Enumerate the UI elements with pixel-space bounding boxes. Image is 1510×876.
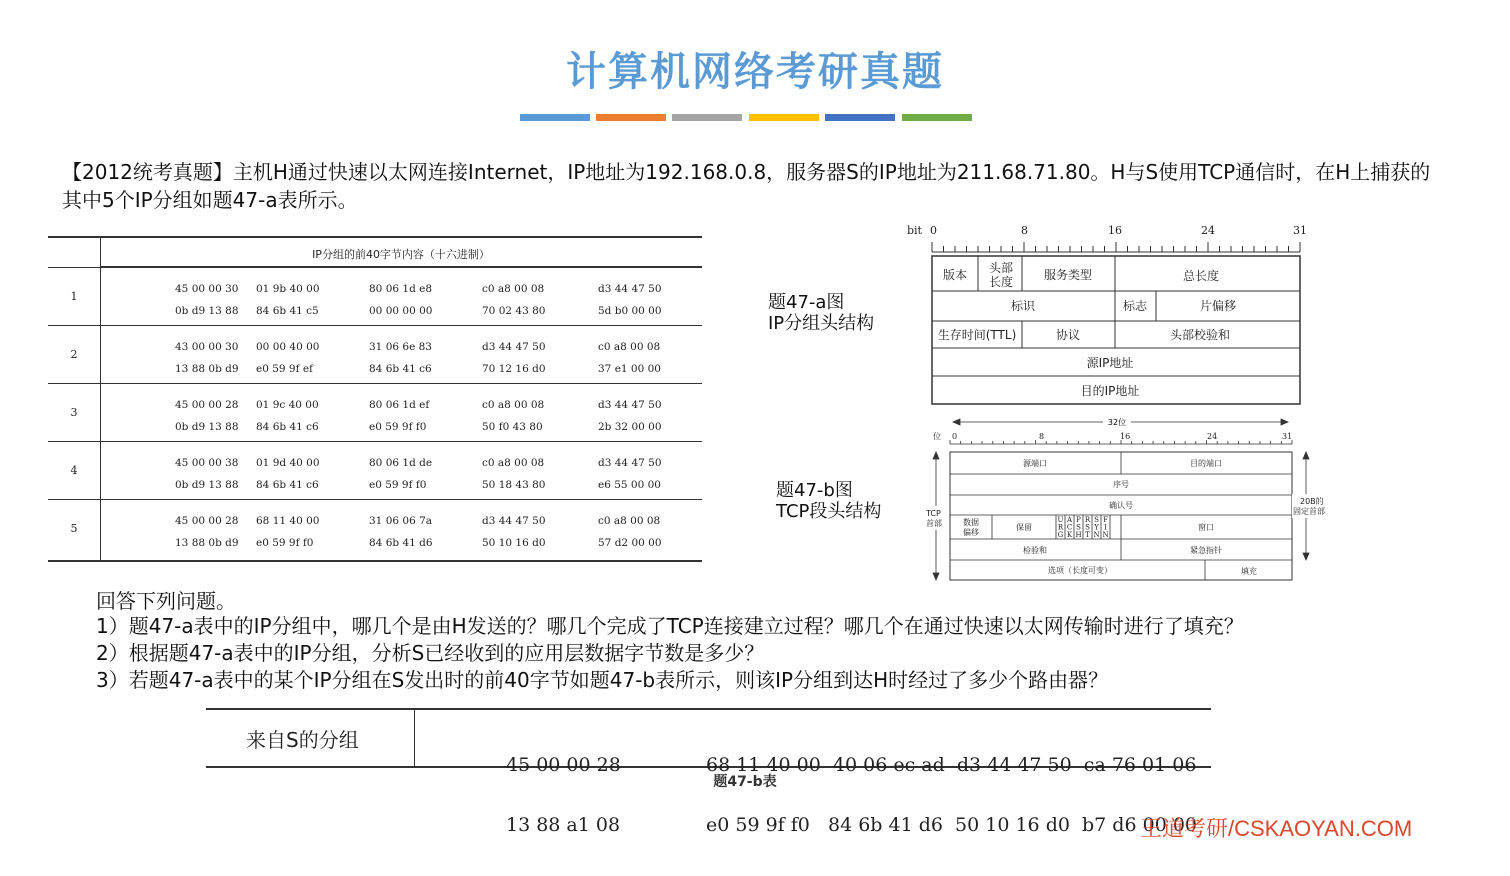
hex-cell: 0b d9 13 88 [175, 421, 239, 433]
hex-cell: 01 9c 40 00 [256, 399, 319, 411]
hex-cell: 80 06 1d e8 [369, 283, 433, 295]
figure-b-caption-line2: TCP段头结构 [776, 501, 882, 522]
hex-line: 45 00 00 28 [506, 754, 621, 776]
tcp-flag-letter: U [1057, 516, 1064, 524]
tcp-flag-letter: C [1066, 523, 1073, 532]
tcp-side-label: 首部 [926, 519, 942, 528]
figure-b-caption [776, 480, 881, 522]
tick-label: 0 [952, 432, 958, 441]
field-data-offset: 数据 [963, 518, 979, 527]
field-data-offset: 偏移 [963, 528, 979, 537]
fixed-header-label: 20B的 [1300, 497, 1324, 506]
ip-packet-table [48, 236, 702, 562]
field-destination-ip: 目的IP地址 [1080, 384, 1140, 398]
hex-cell: c0 a8 00 08 [598, 341, 661, 353]
hex-cell: 45 00 00 38 [175, 457, 239, 469]
tcp-flag-letter: H [1075, 531, 1082, 539]
tcp-flag-letter: K [1066, 531, 1073, 539]
tick-label: 8 [1039, 432, 1045, 441]
hex-cell: 01 9b 40 00 [256, 283, 320, 295]
field-flags: 标志 [1122, 299, 1148, 313]
hex-line: e0 59 9f f0 84 6b 41 d6 50 10 16 d0 b7 d6 00 00 [706, 814, 1197, 836]
hex-cell: 84 6b 41 c6 [256, 421, 319, 433]
tick-label: 31 [1282, 432, 1293, 441]
tcp-flag-letter: S [1076, 523, 1081, 532]
row-number: 1 [70, 290, 78, 303]
field-ack-number: 确认号 [1109, 501, 1133, 510]
hex-cell: c0 a8 00 08 [598, 515, 661, 527]
tick-label: 31 [1293, 224, 1307, 237]
figure-a-caption-line1: 题47-a图 [768, 292, 845, 313]
hex-cell: c0 a8 00 08 [482, 399, 545, 411]
field-options: 选项（长度可变） [1048, 566, 1112, 575]
tick-label: 16 [1120, 432, 1131, 441]
hex-cell: 50 18 43 80 [482, 479, 546, 491]
field-source-port: 源端口 [1023, 459, 1047, 468]
tcp-flag-letter: I [1104, 523, 1107, 532]
hex-cell: e0 59 9f f0 [369, 479, 427, 491]
table-header: IP分组的前40字节内容（十六进制） [100, 238, 702, 267]
hex-cell: 84 6b 41 d6 [369, 537, 433, 549]
hex-cell: 2b 32 00 00 [598, 421, 662, 433]
field-window: 窗口 [1198, 523, 1214, 532]
hex-cell: 37 e1 00 00 [598, 363, 661, 375]
hex-cell: e0 59 9f ef [256, 363, 313, 375]
field-total-length: 总长度 [1182, 269, 1220, 283]
hex-cell: 13 88 0b d9 [175, 363, 239, 375]
row-number: 4 [70, 464, 78, 477]
color-bar [902, 114, 972, 121]
hex-cell: d3 44 47 50 [482, 341, 546, 353]
color-bar [749, 114, 819, 121]
tcp-flag-letter: G [1057, 531, 1064, 539]
hex-cell: 43 00 00 30 [175, 341, 239, 353]
field-destination-port: 目的端口 [1190, 459, 1222, 468]
tcp-header-diagram [920, 414, 1340, 584]
table-row [48, 383, 702, 442]
field-reserved: 保留 [1016, 523, 1032, 532]
tcp-flag-letter: A [1066, 516, 1073, 524]
field-header-checksum: 头部校验和 [1169, 328, 1231, 342]
tick-label: 24 [1201, 224, 1215, 237]
tcp-flag-letter: S [1094, 516, 1099, 524]
hex-cell: 31 06 06 7a [369, 515, 433, 527]
hex-cell: 70 12 16 d0 [482, 363, 546, 375]
table-row [48, 499, 702, 558]
row-number: 5 [70, 522, 78, 535]
field-version: 版本 [942, 268, 968, 282]
hex-cell: 13 88 0b d9 [175, 537, 239, 549]
field-padding: 填充 [1241, 567, 1257, 576]
field-checksum: 检验和 [1023, 546, 1047, 555]
tcp-flag-letter: N [1102, 531, 1109, 539]
question-1: 1）题47-a表中的IP分组中，哪几个是由H发送的？哪几个完成了TCP连接建立过程？哪几个在通过快速以太网传输时进行了填充？ [96, 614, 1244, 638]
hex-cell: 0b d9 13 88 [175, 479, 239, 491]
hex-cell: 68 11 40 00 [256, 515, 320, 527]
table-row [48, 441, 702, 500]
hex-cell: 5d b0 00 00 [598, 305, 662, 317]
hex-cell: c0 a8 00 08 [482, 457, 545, 469]
field-sequence-number: 序号 [1113, 480, 1129, 489]
hex-cell: 45 00 00 28 [175, 399, 239, 411]
tcp-side-label: TCP [926, 509, 941, 518]
hex-cell: 70 02 43 80 [482, 305, 546, 317]
figure-a-caption-line2: IP分组头结构 [768, 313, 875, 334]
field-protocol: 协议 [1055, 328, 1081, 342]
field-hlen: 长度 [988, 275, 1014, 289]
tick-label: 16 [1108, 224, 1122, 237]
hex-cell: d3 44 47 50 [598, 399, 662, 411]
color-bar [596, 114, 666, 121]
field-urgent-pointer: 紧急指针 [1190, 546, 1222, 555]
figure-b-caption-line1: 题47-b图 [776, 480, 853, 501]
hex-cell: d3 44 47 50 [598, 457, 662, 469]
tick-label: 8 [1021, 224, 1028, 237]
field-tos: 服务类型 [1043, 268, 1093, 282]
server-packet-col2 [706, 715, 1197, 875]
tcp-flag-letter: N [1093, 531, 1100, 539]
hex-line: 68 11 40 00 40 06 ec ad d3 44 47 50 ca 76 01 06 [706, 754, 1197, 776]
field-fragment-offset: 片偏移 [1199, 299, 1237, 313]
table-divider [414, 710, 415, 766]
hex-cell: d3 44 47 50 [482, 515, 546, 527]
pos-label: 位 [933, 432, 941, 441]
hex-cell: 00 00 00 00 [369, 305, 433, 317]
color-bar [825, 114, 895, 121]
problem-statement: 【2012统考真题】主机H通过快速以太网连接Internet，IP地址为192.168.0.8，服务器S的IP地址为211.68.71.80。H与S使用TCP通信时，在H上捕获的其中5个IP分组如题47-a表所示。 [62, 160, 1431, 212]
field-identification: 标识 [1010, 299, 1036, 313]
questions-lead: 回答下列问题。 [96, 589, 236, 613]
tcp-flag-letter: R [1084, 516, 1091, 524]
hex-cell: 50 f0 43 80 [482, 421, 543, 433]
field-ttl: 生存时间(TTL) [937, 328, 1017, 342]
tick-label: 24 [1207, 432, 1218, 441]
hex-cell: 57 d2 00 00 [598, 537, 662, 549]
tcp-flag-letter: Y [1094, 523, 1099, 532]
color-bar [520, 114, 590, 121]
row-number: 3 [70, 406, 78, 419]
fixed-header-label: 固定首部 [1293, 507, 1325, 516]
hex-cell: 0b d9 13 88 [175, 305, 239, 317]
hex-cell: 84 6b 41 c6 [256, 479, 319, 491]
hex-cell: 31 06 6e 83 [369, 341, 432, 353]
hex-cell: e0 59 9f f0 [369, 421, 427, 433]
tcp-flag-letter: R [1057, 523, 1064, 532]
bit-label: bit [907, 224, 922, 237]
hex-line: 13 88 a1 08 [506, 814, 621, 836]
figure-a-caption [768, 292, 874, 334]
tcp-flag-letter: P [1076, 516, 1081, 524]
field-source-ip: 源IP地址 [1086, 356, 1134, 370]
tick-label: 0 [930, 224, 937, 237]
hex-cell: 00 00 40 00 [256, 341, 320, 353]
hex-cell: e6 55 00 00 [598, 479, 661, 491]
tcp-flag-letter: T [1085, 531, 1090, 539]
table-b-caption: 题47-b表 [713, 774, 777, 790]
server-packet-label: 来自S的分组 [246, 728, 359, 752]
brand-footer: 王道考研/CSKAOYAN.COM [1140, 816, 1413, 841]
hex-cell: c0 a8 00 08 [482, 283, 545, 295]
hex-cell: 80 06 1d ef [369, 399, 430, 411]
question-3: 3）若题47-a表中的某个IP分组在S发出时的前40字节如题47-b表所示，则该IP分组到达H时经过了多少个路由器？ [96, 668, 1109, 692]
hex-cell: d3 44 47 50 [598, 283, 662, 295]
hex-cell: 80 06 1d de [369, 457, 433, 469]
hex-cell: 45 00 00 28 [175, 515, 239, 527]
width-label: 32位 [1107, 418, 1127, 427]
page-title: 计算机网络考研真题 [566, 49, 944, 95]
server-packet-col1 [506, 715, 621, 875]
hex-cell: 84 6b 41 c6 [369, 363, 432, 375]
row-number: 2 [70, 348, 78, 361]
hex-cell: e0 59 9f f0 [256, 537, 314, 549]
table-row [48, 325, 702, 384]
tcp-flag-letter: S [1085, 523, 1090, 532]
hex-cell: 45 00 00 30 [175, 283, 239, 295]
table-row [48, 267, 702, 326]
hex-cell: 01 9d 40 00 [256, 457, 320, 469]
question-2: 2）根据题47-a表中的IP分组，分析S已经收到的应用层数据字节数是多少？ [96, 641, 765, 665]
hex-cell: 84 6b 41 c5 [256, 305, 319, 317]
hex-cell: 50 10 16 d0 [482, 537, 546, 549]
field-hlen: 头部 [988, 261, 1014, 275]
color-bar [672, 114, 742, 121]
tcp-flag-letter: F [1103, 516, 1108, 524]
ip-header-diagram [900, 220, 1312, 412]
